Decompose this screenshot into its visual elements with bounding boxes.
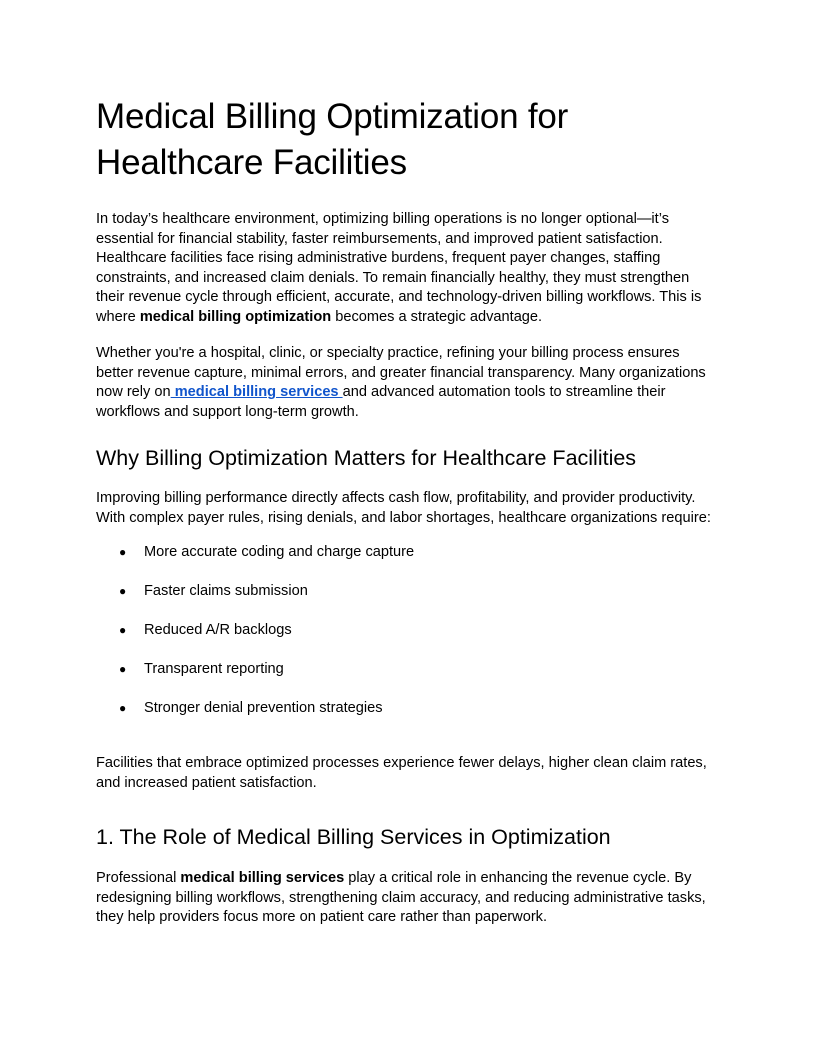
second-paragraph	[96, 344, 720, 422]
second-paragraph-text-end: and advanced automation tools to streamline their workflows and support long-term growth.	[96, 384, 666, 420]
list-item	[96, 540, 720, 579]
section2-text-end: play a critical role in enhancing the revenue cycle. By redesigning billing workflows, strengthening claim accuracy, and reducing administrative tasks, they help providers focus more on patient care rather than paperwork.	[96, 870, 706, 925]
section-heading-why-optimization: Why Billing Optimization Matters for Healthcare Facilities	[96, 446, 637, 470]
intro-bold-term: medical billing optimization	[139, 308, 332, 325]
section-heading-role-of-services: 1. The Role of Medical Billing Services in Optimization	[96, 825, 611, 849]
list-item-text: Transparent reporting	[144, 661, 284, 677]
list-item-text: Stronger denial prevention strategies	[144, 700, 383, 716]
list-item	[96, 618, 720, 657]
document-title: Medical Billing Optimization for Healthcare Facilities	[96, 97, 569, 182]
list-item-text: Reduced A/R backlogs	[144, 622, 292, 638]
section2-bold-term: medical billing services	[180, 870, 345, 886]
section1-closing-paragraph: Facilities that embrace optimized processes experience fewer delays, higher clean claim rates, and increased patient satisfaction.	[96, 755, 707, 791]
bullet-icon: ●	[119, 584, 127, 598]
list-item	[96, 657, 720, 696]
bullet-icon: ●	[119, 545, 127, 559]
bullet-icon: ●	[119, 623, 127, 637]
intro-paragraph	[96, 210, 720, 327]
list-item	[96, 696, 720, 735]
section2-text: Professional	[96, 870, 181, 886]
medical-billing-services-link[interactable]: medical billing services	[170, 384, 343, 400]
list-item-text: More accurate coding and charge capture	[144, 544, 415, 560]
list-item-text: Faster claims submission	[144, 583, 308, 599]
intro-text-end: becomes a strategic advantage.	[331, 308, 543, 325]
section1-intro-paragraph: Improving billing performance directly affects cash flow, profitability, and provider productivity. With complex payer rules, rising denials, and labor shortages, healthcare organizations require:	[96, 490, 711, 526]
second-paragraph-text: Whether you're a hospital, clinic, or specialty practice, refining your billing process ensures better revenue capture, minimal errors, and greater financial transparency. Many organizations now rely on	[96, 345, 706, 400]
intro-text: In today’s healthcare environment, optimizing billing operations is no longer optional—it’s essential for financial stability, faster reimbursements, and improved patient satisfaction. Healthcare facilities face rising administrative burdens, frequent payer changes, staffing constraints, and increased claim denials. To remain financially healthy, they must strengthen their revenue cycle through efficient, accurate, and technology-driven billing workflows. This is where	[96, 211, 702, 325]
list-item	[96, 579, 720, 618]
bullet-icon: ●	[119, 662, 127, 676]
requirements-list	[96, 540, 720, 735]
section2-paragraph	[96, 869, 720, 928]
bullet-icon: ●	[119, 701, 127, 715]
